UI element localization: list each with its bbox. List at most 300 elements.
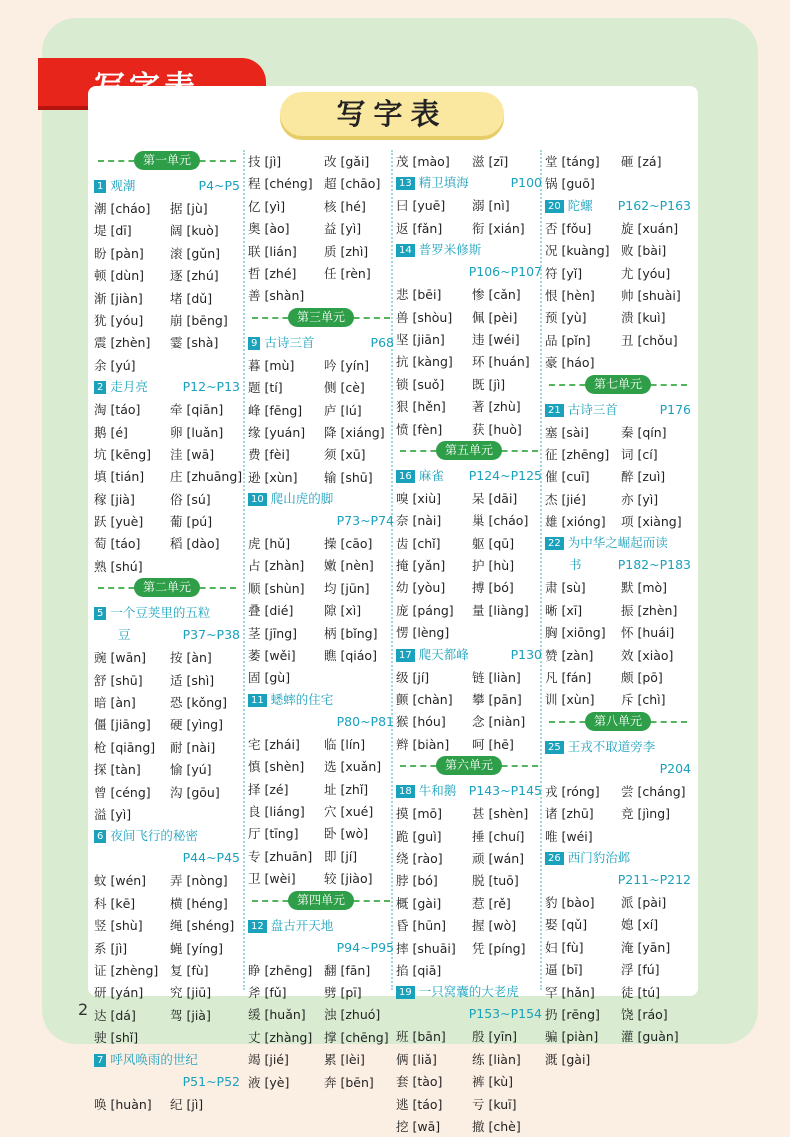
unit-label: 第七单元: [585, 375, 651, 394]
character-row: [545, 802, 691, 824]
character-entry: 项 [xiàng]: [621, 514, 682, 530]
character-entry: 洼 [wā]: [170, 446, 215, 462]
unit-heading: [248, 307, 394, 329]
character-row: [94, 1026, 240, 1048]
character-entry: 均 [jūn]: [324, 580, 370, 596]
lesson-title: 牛和鹅: [418, 783, 457, 799]
character-entry: 择 [zé]: [248, 781, 289, 797]
character-entry: 占 [zhàn]: [248, 558, 305, 574]
lesson-heading: [396, 465, 542, 487]
character-entry: 厅 [tīng]: [248, 826, 299, 842]
character-row: [545, 981, 691, 1003]
character-entry: 竞 [jìng]: [621, 806, 671, 822]
lesson-title: 精卫填海: [418, 175, 469, 191]
character-entry: 科 [kē]: [94, 895, 136, 911]
character-row: [396, 395, 542, 417]
character-row: [248, 195, 394, 217]
character-entry: 专 [zhuān]: [248, 848, 313, 864]
unit-heading: [396, 440, 542, 462]
character-entry: 妇 [fù]: [545, 939, 584, 955]
character-row: [94, 758, 240, 780]
character-entry: 缓 [huǎn]: [248, 1007, 306, 1023]
page-number: 2: [78, 1000, 89, 1019]
column-3: [396, 150, 542, 1137]
character-entry: 顿 [dùn]: [94, 268, 145, 284]
character-entry: 改 [gǎi]: [324, 154, 370, 169]
character-entry: 竖 [shù]: [94, 918, 143, 934]
lesson-heading-continued: [94, 624, 240, 646]
character-entry: 撤 [chè]: [472, 1118, 521, 1134]
lesson-number: 20: [545, 200, 564, 213]
character-row: [545, 150, 691, 172]
lesson-heading: [396, 644, 542, 666]
character-row: [94, 937, 240, 959]
character-row: [396, 892, 542, 914]
character-entry: 愉 [yú]: [170, 762, 212, 778]
character-row: [545, 688, 691, 710]
character-row: [396, 328, 542, 350]
lesson-number: 5: [94, 607, 106, 620]
character-row: [545, 172, 691, 194]
character-entry: 熟 [shú]: [94, 558, 143, 574]
character-entry: 尝 [cháng]: [621, 783, 686, 799]
character-entry: 适 [shì]: [170, 672, 215, 688]
lesson-pages: P162~P163: [617, 197, 691, 213]
character-entry: 址 [zhǐ]: [324, 781, 369, 797]
character-entry: 脖 [bó]: [396, 873, 438, 889]
character-row: [545, 1025, 691, 1047]
character-entry: 操 [cāo]: [324, 536, 373, 552]
character-entry: 硬 [yìng]: [170, 717, 223, 733]
lesson-heading: [248, 332, 394, 354]
character-entry: 舒 [shū]: [94, 672, 143, 688]
character-entry: 余 [yú]: [94, 357, 136, 373]
character-entry: 护 [hù]: [472, 558, 515, 574]
character-row: [545, 825, 691, 847]
character-row: [248, 755, 394, 777]
unit-heading: [94, 577, 240, 599]
character-entry: 灌 [guàn]: [621, 1029, 679, 1045]
character-entry: 瞧 [qiáo]: [324, 648, 377, 664]
character-entry: 躯 [qū]: [472, 535, 515, 551]
character-entry: 哲 [zhé]: [248, 265, 297, 281]
character-entry: 班 [bān]: [396, 1029, 446, 1045]
character-entry: 丑 [chǒu]: [621, 332, 678, 348]
character-row: [396, 825, 542, 847]
lesson-title: 豆: [118, 627, 131, 643]
character-entry: 愣 [lèng]: [396, 625, 450, 641]
character-row: [396, 666, 542, 688]
character-entry: 质 [zhì]: [324, 243, 369, 259]
character-row: [545, 510, 691, 532]
character-entry: 默 [mò]: [621, 580, 668, 596]
column-2: [248, 150, 394, 1093]
lesson-heading-continued: [545, 554, 691, 576]
character-entry: 累 [lèi]: [324, 1052, 365, 1068]
character-entry: 萎 [wěi]: [248, 648, 296, 664]
character-entry: 嫩 [nèn]: [324, 558, 374, 574]
lesson-title: 蟋蟀的住宅: [270, 691, 334, 707]
character-entry: 耐 [nài]: [170, 739, 216, 755]
lesson-number: 10: [248, 493, 267, 506]
lesson-number: 22: [545, 537, 564, 550]
character-entry: 摸 [mō]: [396, 806, 443, 822]
character-entry: 震 [zhèn]: [94, 335, 151, 351]
character-entry: 怀 [huái]: [621, 625, 675, 641]
character-entry: 稻 [dào]: [170, 536, 220, 552]
unit-label: 第五单元: [436, 441, 502, 460]
lesson-title: 夜间飞行的秘密: [110, 828, 198, 844]
character-entry: 鹅 [é]: [94, 424, 128, 440]
character-row: [248, 845, 394, 867]
character-entry: 证 [zhèng]: [94, 962, 159, 978]
character-row: [396, 554, 542, 576]
character-row: [545, 576, 691, 598]
lesson-title: 陀螺: [567, 197, 593, 213]
character-entry: 弄 [nòng]: [170, 873, 228, 889]
lesson-pages: P204: [659, 760, 691, 776]
character-row: [94, 287, 240, 309]
character-row: [94, 532, 240, 554]
character-row: [248, 1003, 394, 1025]
character-entry: 罕 [hǎn]: [545, 984, 595, 1000]
character-row: [248, 354, 394, 376]
character-entry: 唤 [huàn]: [94, 1096, 152, 1112]
lesson-title: 一只窝囊的大老虎: [418, 984, 519, 1000]
lesson-number: 12: [248, 920, 267, 933]
character-row: [94, 803, 240, 825]
unit-label: 第八单元: [585, 712, 651, 731]
lesson-number: 11: [248, 694, 267, 707]
lesson-heading: [94, 175, 240, 197]
character-entry: 题 [tí]: [248, 380, 283, 396]
character-entry: 甚 [shèn]: [472, 806, 529, 822]
character-entry: 程 [chéng]: [248, 176, 313, 192]
character-entry: 益 [yì]: [324, 221, 362, 237]
character-row: [545, 599, 691, 621]
character-entry: 固 [gù]: [248, 670, 291, 686]
character-row: [248, 532, 394, 554]
character-row: [545, 329, 691, 351]
lesson-pages: P44~P45: [182, 850, 240, 866]
character-entry: 环 [huán]: [472, 354, 530, 370]
character-entry: 堵 [dǔ]: [170, 290, 213, 306]
unit-heading: [94, 150, 240, 172]
character-entry: 庞 [páng]: [396, 602, 454, 618]
character-entry: 系 [jì]: [94, 940, 128, 956]
character-entry: 选 [xuǎn]: [324, 759, 382, 775]
character-entry: 训 [xùn]: [545, 692, 595, 708]
character-row: [94, 354, 240, 376]
character-entry: 撑 [chēng]: [324, 1029, 389, 1045]
character-entry: 违 [wéi]: [472, 331, 520, 347]
character-row: [545, 443, 691, 465]
character-row: [248, 150, 394, 172]
character-entry: 裤 [kù]: [472, 1074, 514, 1090]
character-entry: 穴 [xué]: [324, 803, 374, 819]
character-entry: 竭 [jié]: [248, 1052, 289, 1068]
character-row: [94, 309, 240, 331]
character-row: [248, 466, 394, 488]
unit-heading: [396, 755, 542, 777]
character-entry: 暮 [mù]: [248, 357, 295, 373]
character-entry: 杰 [jié]: [545, 491, 586, 507]
character-row: [396, 418, 542, 440]
lesson-pages: P130: [510, 646, 542, 662]
character-entry: 降 [xiáng]: [324, 424, 385, 440]
character-entry: 逃 [táo]: [396, 1096, 443, 1112]
character-entry: 晰 [xī]: [545, 602, 583, 618]
lesson-title: 古诗三首: [264, 334, 315, 350]
character-entry: 颤 [chàn]: [396, 692, 453, 708]
character-entry: 柄 [bǐng]: [324, 625, 378, 641]
character-entry: 扔 [rēng]: [545, 1006, 600, 1022]
lesson-pages: P4~P5: [198, 178, 240, 193]
character-row: [248, 1071, 394, 1093]
page-title: 写字表: [336, 97, 448, 131]
character-entry: 善 [shàn]: [248, 288, 305, 304]
lesson-pages: P124~P125: [468, 467, 542, 483]
character-entry: 攀 [pān]: [472, 692, 522, 708]
character-row: [94, 555, 240, 577]
character-entry: 宅 [zhái]: [248, 736, 300, 752]
lesson-title: 为中华之崛起而读: [567, 535, 668, 551]
character-entry: 辫 [biàn]: [396, 736, 450, 752]
character-entry: 纪 [jì]: [170, 1096, 204, 1112]
character-row: [94, 646, 240, 668]
character-row: [545, 239, 691, 261]
lesson-pages: P153~P154: [468, 1006, 542, 1022]
character-row: [248, 421, 394, 443]
character-entry: 捶 [chuí]: [472, 828, 525, 844]
character-entry: 睁 [zhēng]: [248, 962, 313, 978]
character-entry: 滚 [gǔn]: [170, 245, 221, 261]
character-entry: 戎 [róng]: [545, 783, 600, 799]
character-row: [396, 194, 542, 216]
character-row: [545, 1003, 691, 1025]
lesson-heading: [396, 239, 542, 261]
character-entry: 败 [bài]: [621, 243, 667, 259]
character-entry: 俩 [liǎ]: [396, 1051, 437, 1067]
character-entry: 昏 [hūn]: [396, 918, 446, 934]
lesson-number: 7: [94, 1054, 106, 1067]
character-row: [248, 240, 394, 262]
character-row: [545, 666, 691, 688]
lesson-pages: P211~P212: [617, 871, 691, 887]
character-entry: 娶 [qǔ]: [545, 917, 588, 933]
character-entry: 探 [tàn]: [94, 762, 141, 778]
character-row: [396, 283, 542, 305]
lesson-number: 26: [545, 852, 564, 865]
character-row: [396, 802, 542, 824]
character-entry: 斥 [chì]: [621, 692, 666, 708]
character-entry: 否 [fǒu]: [545, 220, 592, 236]
character-row: [248, 959, 394, 981]
character-entry: 淘 [táo]: [94, 402, 141, 418]
unit-label: 第六单元: [436, 756, 502, 775]
character-entry: 稼 [jià]: [94, 491, 135, 507]
character-entry: 呵 [hē]: [472, 736, 514, 752]
lesson-heading: [545, 847, 691, 869]
character-entry: 嗅 [xiù]: [396, 490, 442, 506]
character-row: [248, 800, 394, 822]
character-entry: 掐 [qiā]: [396, 962, 442, 978]
character-row: [396, 959, 542, 981]
character-row: [545, 621, 691, 643]
character-entry: 塞 [sài]: [545, 424, 589, 440]
character-entry: 临 [lín]: [324, 736, 366, 752]
character-entry: 品 [pǐn]: [545, 332, 591, 348]
character-entry: 悲 [bēi]: [396, 287, 442, 303]
character-row: [248, 981, 394, 1003]
character-entry: 曾 [céng]: [94, 784, 151, 800]
character-entry: 著 [zhù]: [472, 399, 521, 415]
character-entry: 填 [tián]: [94, 469, 145, 485]
character-entry: 卧 [wò]: [324, 826, 369, 842]
character-entry: 抗 [kàng]: [396, 354, 453, 370]
character-row: [94, 981, 240, 1003]
character-entry: 狠 [hěn]: [396, 399, 446, 415]
character-entry: 按 [àn]: [170, 650, 212, 666]
character-entry: 亏 [kuī]: [472, 1096, 517, 1112]
character-row: [248, 1048, 394, 1070]
character-entry: 翻 [fān]: [324, 962, 371, 978]
character-entry: 亦 [yì]: [621, 491, 659, 507]
character-row: [545, 913, 691, 935]
character-row: [545, 1048, 691, 1070]
character-row: [248, 172, 394, 194]
character-entry: 核 [hé]: [324, 198, 366, 214]
character-entry: 奥 [ào]: [248, 221, 290, 237]
lesson-title: 走月亮: [110, 379, 148, 395]
character-row: [396, 1025, 542, 1047]
character-row: [94, 669, 240, 691]
character-entry: 牵 [qiān]: [170, 402, 224, 418]
character-entry: 输 [shū]: [324, 469, 373, 485]
character-entry: 砸 [zá]: [621, 154, 662, 169]
character-entry: 斧 [fǔ]: [248, 984, 287, 1000]
lesson-number: 21: [545, 404, 564, 417]
character-entry: 暗 [àn]: [94, 695, 136, 711]
character-row: [396, 688, 542, 710]
character-row: [248, 577, 394, 599]
character-entry: 葡 [pú]: [170, 514, 213, 530]
title-banner: [280, 92, 504, 136]
character-entry: 锅 [guō]: [545, 176, 595, 192]
character-entry: 词 [cí]: [621, 446, 658, 462]
character-row: [396, 306, 542, 328]
lesson-pages: P12~P13: [182, 379, 240, 395]
character-entry: 卵 [luǎn]: [170, 424, 224, 440]
lesson-heading: [396, 981, 542, 1003]
character-row: [94, 242, 240, 264]
character-row: [545, 351, 691, 373]
character-entry: 殷 [yīn]: [472, 1029, 518, 1045]
character-entry: 逊 [xùn]: [248, 469, 298, 485]
character-row: [396, 1115, 542, 1137]
character-entry: 枪 [qiāng]: [94, 739, 156, 755]
character-row: [94, 1093, 240, 1115]
lesson-heading: [94, 376, 240, 398]
character-entry: 亿 [yì]: [248, 198, 286, 214]
lesson-pages: P100: [510, 175, 542, 191]
character-entry: 崩 [bēng]: [170, 312, 228, 328]
character-entry: 须 [xū]: [324, 447, 366, 463]
character-row: [396, 576, 542, 598]
character-entry: 旋 [xuán]: [621, 220, 679, 236]
character-entry: 量 [liàng]: [472, 602, 529, 618]
character-row: [545, 306, 691, 328]
character-row: [545, 780, 691, 802]
character-row: [396, 217, 542, 239]
character-entry: 良 [liáng]: [248, 803, 305, 819]
character-entry: 堤 [dī]: [94, 223, 132, 239]
lesson-title: 麻雀: [418, 467, 444, 483]
character-entry: 恐 [kǒng]: [170, 695, 227, 711]
character-entry: 沟 [gōu]: [170, 784, 220, 800]
character-row: [545, 891, 691, 913]
unit-label: 第三单元: [288, 308, 354, 327]
character-entry: 僵 [jiāng]: [94, 717, 151, 733]
character-entry: 侧 [cè]: [324, 380, 365, 396]
character-entry: 掩 [yǎn]: [396, 558, 446, 574]
lesson-title: 王戎不取道旁李: [567, 738, 656, 754]
character-entry: 振 [zhèn]: [621, 602, 678, 618]
lesson-title: 一个豆荚里的五粒: [110, 605, 211, 621]
character-entry: 慎 [shèn]: [248, 759, 305, 775]
character-entry: 媳 [xí]: [621, 917, 659, 933]
character-entry: 峰 [fēng]: [248, 402, 303, 418]
character-row: [396, 869, 542, 891]
character-entry: 驾 [jià]: [170, 1007, 211, 1023]
character-row: [94, 959, 240, 981]
lesson-heading: [94, 1049, 240, 1071]
lesson-number: 13: [396, 177, 415, 190]
character-entry: 渐 [jiàn]: [94, 290, 143, 306]
character-entry: 惨 [cǎn]: [472, 287, 521, 303]
unit-label: 第四单元: [288, 891, 354, 910]
character-row: [545, 958, 691, 980]
column-4: [545, 150, 691, 1070]
character-entry: 念 [niàn]: [472, 714, 526, 730]
character-row: [545, 217, 691, 239]
character-entry: 联 [lián]: [248, 243, 297, 259]
lesson-number: 14: [396, 244, 415, 257]
character-entry: 豪 [háo]: [545, 355, 595, 371]
character-row: [248, 399, 394, 421]
lesson-heading: [248, 488, 394, 510]
character-row: [396, 487, 542, 509]
character-row: [248, 443, 394, 465]
lesson-title: 西门豹治邺: [567, 849, 631, 865]
character-entry: 复 [fù]: [170, 962, 209, 978]
character-entry: 跃 [yuè]: [94, 514, 144, 530]
lesson-pages: P182~P183: [617, 557, 691, 573]
character-entry: 帅 [shuài]: [621, 287, 681, 303]
character-entry: 既 [jì]: [472, 376, 506, 392]
character-entry: 蚊 [wén]: [94, 873, 147, 889]
lesson-heading: [545, 532, 691, 554]
character-row: [248, 217, 394, 239]
character-row: [545, 421, 691, 443]
lesson-pages: P176: [659, 401, 691, 417]
character-entry: 尤 [yóu]: [621, 265, 671, 281]
lesson-number: 25: [545, 741, 564, 754]
lesson-title: 观潮: [110, 178, 136, 193]
character-entry: 唯 [wéi]: [545, 828, 593, 844]
character-entry: 跪 [guì]: [396, 828, 442, 844]
lesson-title: 普罗米修斯: [418, 242, 482, 258]
